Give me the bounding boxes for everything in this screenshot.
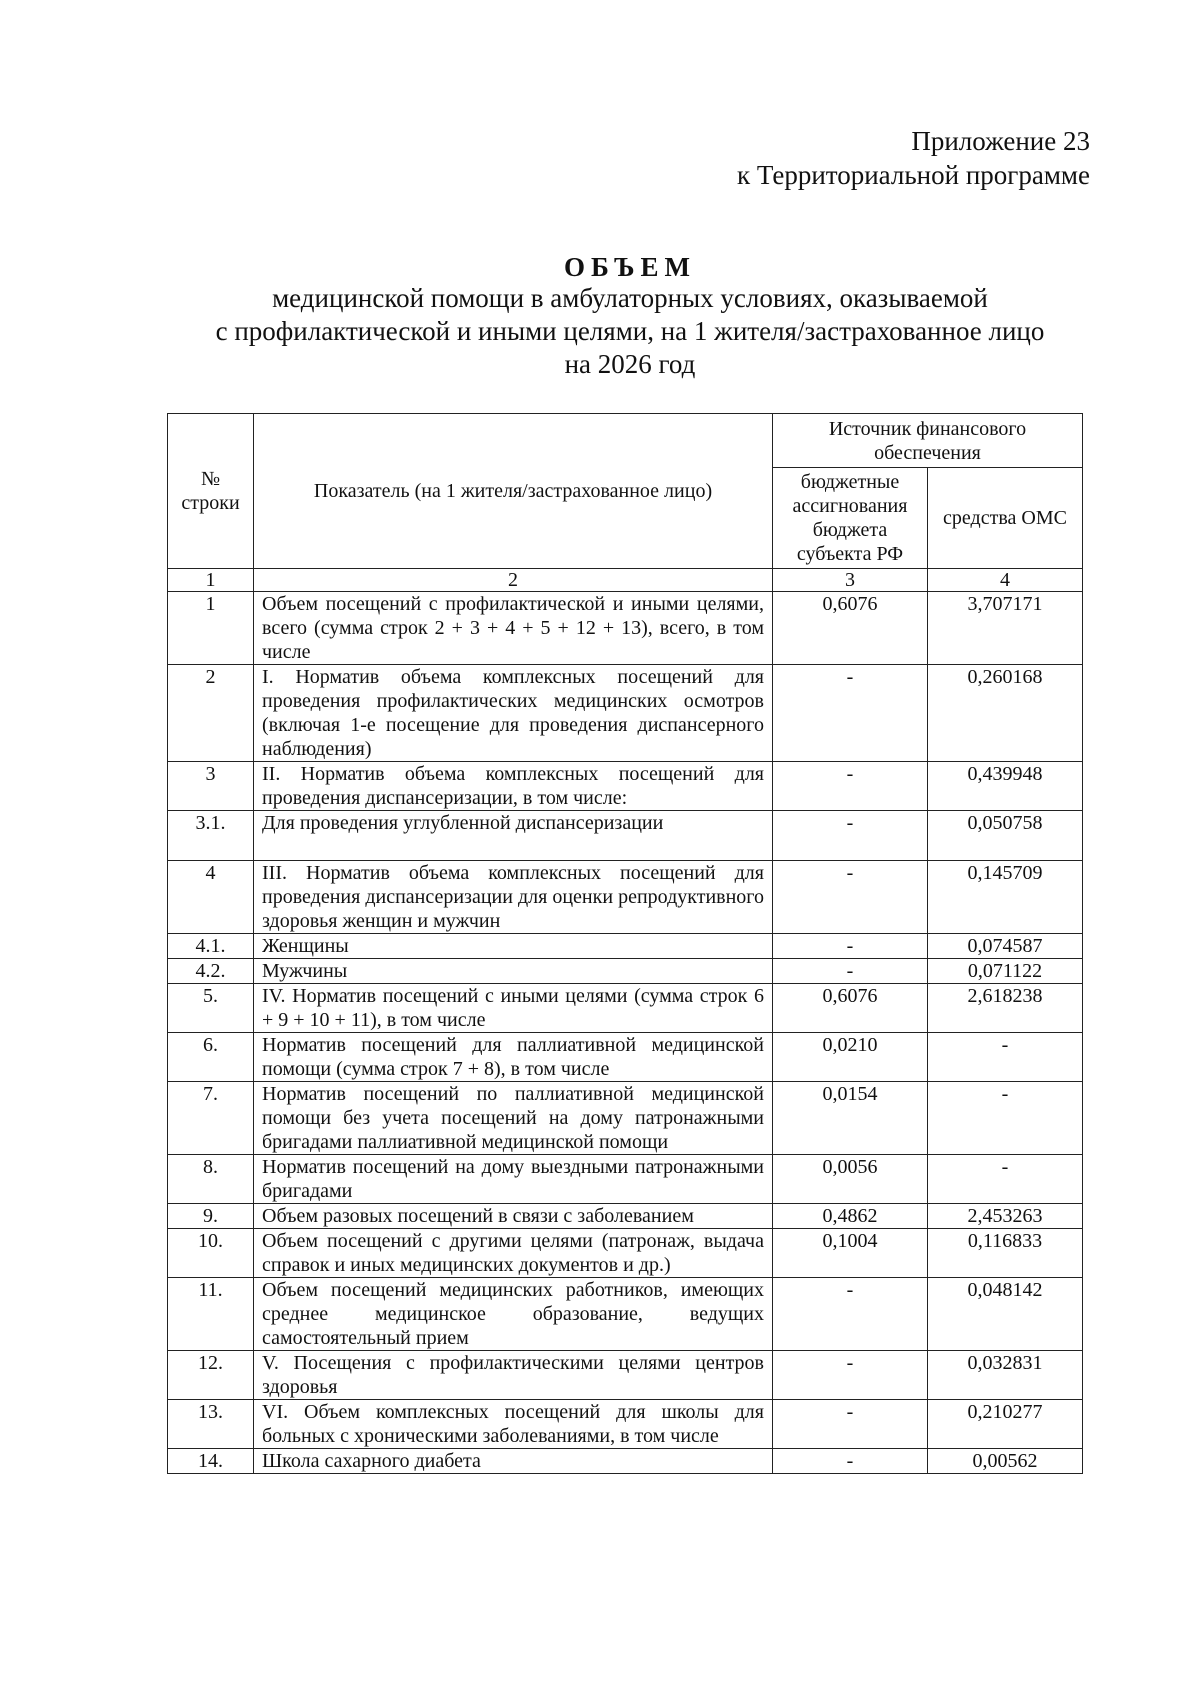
column-number: 4 — [928, 569, 1083, 592]
table-row — [168, 1155, 1083, 1204]
table-row — [168, 1033, 1083, 1082]
table-row — [168, 1400, 1083, 1449]
row-budget-value: - — [773, 762, 928, 811]
row-oms-value: 0,260168 — [928, 665, 1083, 762]
header-funding-source: Источник финансового обеспечения — [773, 414, 1083, 468]
row-oms-value: 0,032831 — [928, 1351, 1083, 1400]
row-indicator: Объем посещений медицинских работников, имеющих среднее медицинское образование, ведущих самостоятельный прием — [254, 1278, 773, 1351]
row-indicator: Объем посещений с другими целями (патронаж, выдача справок и иных медицинских документов и др.) — [254, 1229, 773, 1278]
row-number: 7. — [168, 1082, 254, 1155]
column-number: 3 — [773, 569, 928, 592]
table-row — [168, 1229, 1083, 1278]
table-row — [168, 592, 1083, 665]
row-number: 3 — [168, 762, 254, 811]
appendix-reference: к Территориальной программе — [737, 160, 1090, 190]
row-indicator: Норматив посещений для паллиативной медицинской помощи (сумма строк 7 + 8), в том числе — [254, 1033, 773, 1082]
table-row — [168, 861, 1083, 934]
table-row — [168, 811, 1083, 861]
row-budget-value: 0,0154 — [773, 1082, 928, 1155]
row-number: 14. — [168, 1449, 254, 1474]
table-row — [168, 1082, 1083, 1155]
row-number: 9. — [168, 1204, 254, 1229]
title-line-2: с профилактической и иными целями, на 1 жителя/застрахованное лицо — [215, 316, 1045, 346]
row-budget-value: 0,4862 — [773, 1204, 928, 1229]
row-number: 6. — [168, 1033, 254, 1082]
row-indicator: Для проведения углубленной диспансеризации — [254, 811, 773, 861]
row-number: 12. — [168, 1351, 254, 1400]
row-oms-value: 3,707171 — [928, 592, 1083, 665]
row-indicator: I. Норматив объема комплексных посещений для проведения профилактических медицинских осмотров (включая 1-е посещение для проведения диспансерного наблюдения) — [254, 665, 773, 762]
row-indicator: Норматив посещений на дому выездными патронажными бригадами — [254, 1155, 773, 1204]
row-number: 5. — [168, 984, 254, 1033]
row-oms-value: 0,00562 — [928, 1449, 1083, 1474]
header-indicator: Показатель (на 1 жителя/застрахованное лицо) — [254, 414, 773, 569]
row-number: 3.1. — [168, 811, 254, 861]
table-row — [168, 1351, 1083, 1400]
table-row — [168, 762, 1083, 811]
row-number: 8. — [168, 1155, 254, 1204]
column-number: 1 — [168, 569, 254, 592]
row-oms-value: 0,116833 — [928, 1229, 1083, 1278]
row-indicator: Объем посещений с профилактической и иными целями, всего (сумма строк 2 + 3 + 4 + 5 + 12 + 13), всего, в том числе — [254, 592, 773, 665]
row-indicator: II. Норматив объема комплексных посещений для проведения диспансеризации, в том числе: — [254, 762, 773, 811]
row-number: 1 — [168, 592, 254, 665]
row-indicator: Объем разовых посещений в связи с заболеванием — [254, 1204, 773, 1229]
row-oms-value: 0,050758 — [928, 811, 1083, 861]
row-budget-value: - — [773, 934, 928, 959]
title-main: ОБЪЕМ — [564, 252, 696, 282]
row-number: 11. — [168, 1278, 254, 1351]
header-budget: бюджетные ассигнования бюджета субъекта РФ — [773, 468, 928, 569]
row-budget-value: 0,0056 — [773, 1155, 928, 1204]
row-number: 4 — [168, 861, 254, 934]
table-row — [168, 1204, 1083, 1229]
header-oms: средства ОМС — [928, 468, 1083, 569]
document-title — [0, 0, 1200, 381]
row-oms-value: 0,439948 — [928, 762, 1083, 811]
row-budget-value: 0,0210 — [773, 1033, 928, 1082]
row-budget-value: - — [773, 1351, 928, 1400]
row-budget-value: 0,6076 — [773, 592, 928, 665]
row-number: 4.1. — [168, 934, 254, 959]
row-budget-value: - — [773, 1449, 928, 1474]
row-oms-value: 2,618238 — [928, 984, 1083, 1033]
row-budget-value: - — [773, 959, 928, 984]
row-oms-value: 0,074587 — [928, 934, 1083, 959]
row-number: 10. — [168, 1229, 254, 1278]
row-indicator: V. Посещения с профилактическими целями центров здоровья — [254, 1351, 773, 1400]
table-row — [168, 1449, 1083, 1474]
appendix-number: Приложение 23 — [911, 126, 1090, 156]
row-indicator: III. Норматив объема комплексных посещений для проведения диспансеризации для оценки репродуктивного здоровья женщин и мужчин — [254, 861, 773, 934]
row-oms-value: - — [928, 1033, 1083, 1082]
row-oms-value: 2,453263 — [928, 1204, 1083, 1229]
row-indicator: Школа сахарного диабета — [254, 1449, 773, 1474]
row-number: 13. — [168, 1400, 254, 1449]
row-budget-value: - — [773, 861, 928, 934]
row-oms-value: 0,210277 — [928, 1400, 1083, 1449]
row-indicator: Женщины — [254, 934, 773, 959]
table-row — [168, 959, 1083, 984]
table-row — [168, 665, 1083, 762]
table-row — [168, 1278, 1083, 1351]
row-number: 4.2. — [168, 959, 254, 984]
column-number: 2 — [254, 569, 773, 592]
volume-table — [167, 413, 1083, 1474]
row-oms-value: 0,071122 — [928, 959, 1083, 984]
row-number: 2 — [168, 665, 254, 762]
row-budget-value: 0,6076 — [773, 984, 928, 1033]
row-budget-value: - — [773, 1278, 928, 1351]
column-numbers-row — [168, 569, 1083, 592]
row-oms-value: 0,048142 — [928, 1278, 1083, 1351]
title-line-1: медицинской помощи в амбулаторных условиях, оказываемой — [272, 283, 988, 313]
header-row-number: № строки — [168, 414, 254, 569]
row-budget-value: - — [773, 665, 928, 762]
title-line-3: на 2026 год — [564, 349, 696, 379]
row-budget-value: - — [773, 1400, 928, 1449]
row-indicator: IV. Норматив посещений с иными целями (сумма строк 6 + 9 + 10 + 11), в том числе — [254, 984, 773, 1033]
row-budget-value: 0,1004 — [773, 1229, 928, 1278]
row-oms-value: 0,145709 — [928, 861, 1083, 934]
row-indicator: Норматив посещений по паллиативной медицинской помощи без учета посещений на дому патронажными бригадами паллиативной медицинской помощи — [254, 1082, 773, 1155]
table-row — [168, 984, 1083, 1033]
row-budget-value: - — [773, 811, 928, 861]
row-oms-value: - — [928, 1082, 1083, 1155]
row-indicator: VI. Объем комплексных посещений для школы для больных с хроническими заболеваниями, в том числе — [254, 1400, 773, 1449]
row-indicator: Мужчины — [254, 959, 773, 984]
row-oms-value: - — [928, 1155, 1083, 1204]
table-row — [168, 934, 1083, 959]
